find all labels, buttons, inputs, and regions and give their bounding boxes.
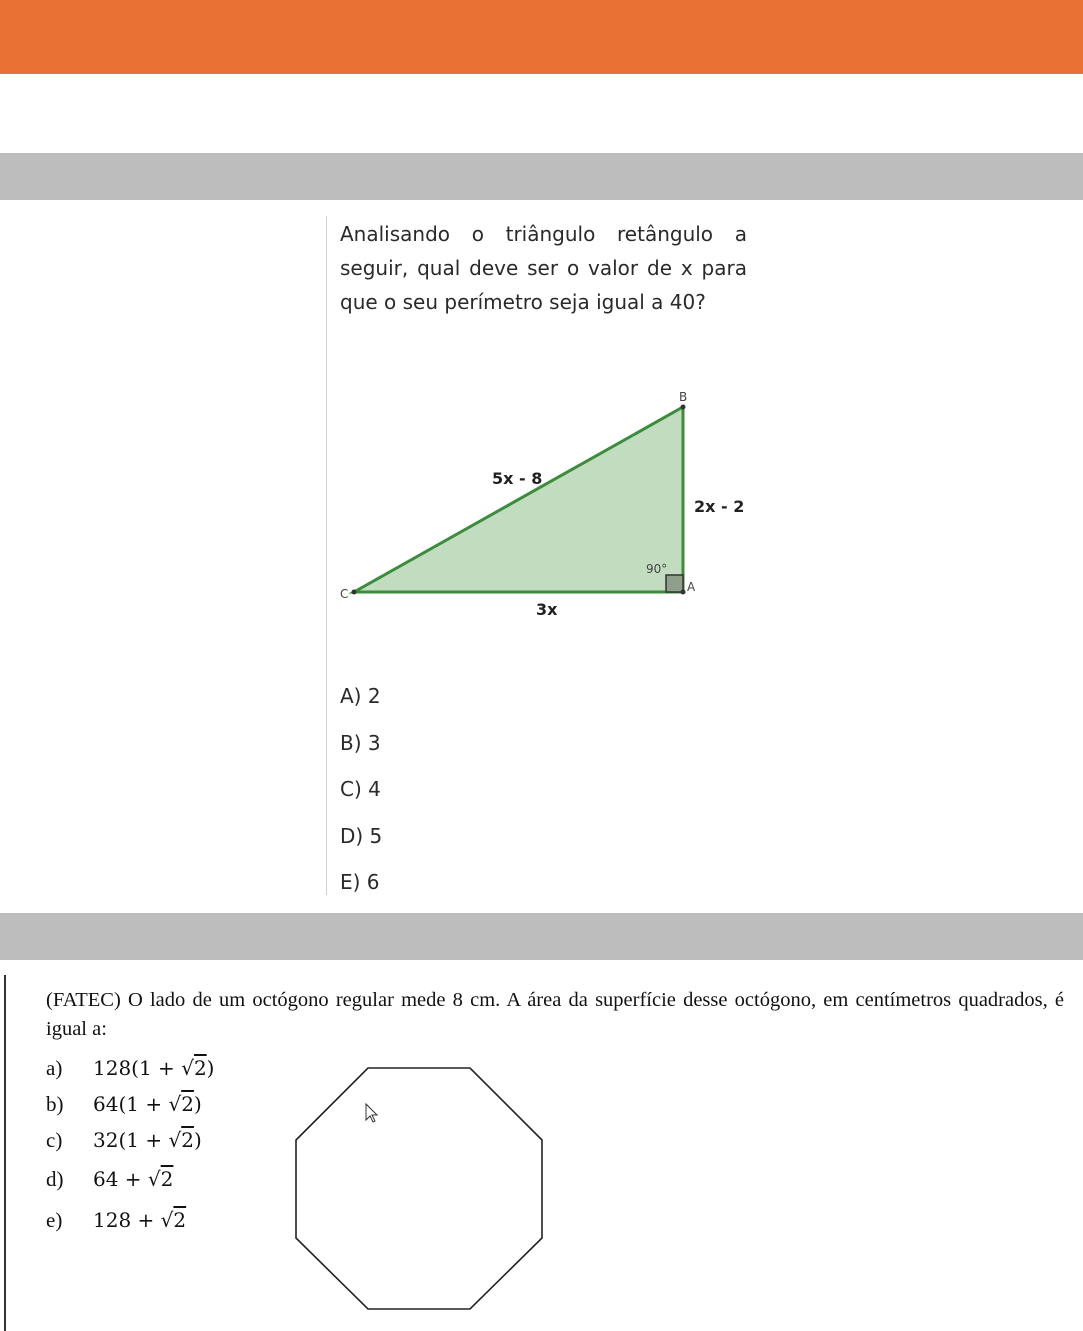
right-triangle-figure [330,380,760,630]
option-expr: 64(1 + [93,1092,169,1116]
vertex-c-point [352,590,357,595]
octagon-option-d[interactable]: d) 64 + √2 [46,1167,174,1191]
option-label: b) [46,1092,64,1116]
octagon-option-b[interactable]: b) 64(1 + √2) [46,1092,202,1116]
option-expr-end: ) [206,1056,215,1080]
option-c[interactable]: C) 4 [340,777,381,801]
option-e[interactable]: E) 6 [340,870,380,894]
header-bar [0,0,1083,74]
octagon-option-e[interactable]: e) 128 + √2 [46,1208,187,1232]
question-rule [326,216,327,895]
vertex-a-point [681,590,686,595]
option-label: a) [46,1056,63,1080]
option-expr: 32(1 + [93,1128,169,1152]
option-expr: 128(1 + [93,1056,182,1080]
option-radicand: 2 [160,1167,174,1191]
vertex-b-point [681,405,686,410]
option-label: d) [46,1167,64,1191]
question-1-text: Analisando o triângulo retângulo a seguir, qual deve ser o valor de x para que o seu perímetro seja igual a 40? [340,222,747,314]
octagon-shape [296,1068,542,1309]
option-expr: 64 + [93,1167,148,1191]
option-label: c) [46,1128,63,1152]
octagon-option-c[interactable]: c) 32(1 + √2) [46,1128,202,1152]
hypotenuse-label: 5x - 8 [492,469,543,488]
option-expr: 128 + [93,1208,161,1232]
option-radicand: 2 [193,1056,207,1080]
vertex-c-label: C [340,587,349,601]
base-label: 3x [536,600,558,619]
triangle-shape [354,407,683,592]
section-divider [0,913,1083,960]
option-label: e) [46,1208,63,1232]
section-divider [0,153,1083,200]
option-b[interactable]: B) 3 [340,731,381,755]
question-rule [4,975,6,1331]
option-a[interactable]: A) 2 [340,684,381,708]
option-d[interactable]: D) 5 [340,824,383,848]
octagon-option-a[interactable]: a) 128(1 + √2) [46,1056,215,1080]
vertex-b-label: B [679,390,688,404]
option-radicand: 2 [173,1208,187,1232]
question-2-text: (FATEC) O lado de um octógono regular mede 8 cm. A área da superfície desse octógono, em centímetros quadrados, é igual a: [46,989,1064,1040]
option-radicand: 2 [181,1128,194,1152]
mouse-cursor-icon [366,1104,377,1122]
vertex-a-label: A [687,580,696,594]
octagon-figure [290,1062,550,1314]
right-angle-marker [666,575,683,592]
vertical-leg-label: 2x - 2 [694,497,745,516]
option-expr-end: ) [193,1092,202,1116]
option-expr-end: ) [193,1128,202,1152]
angle-label: 90° [646,562,668,576]
option-radicand: 2 [181,1092,194,1116]
